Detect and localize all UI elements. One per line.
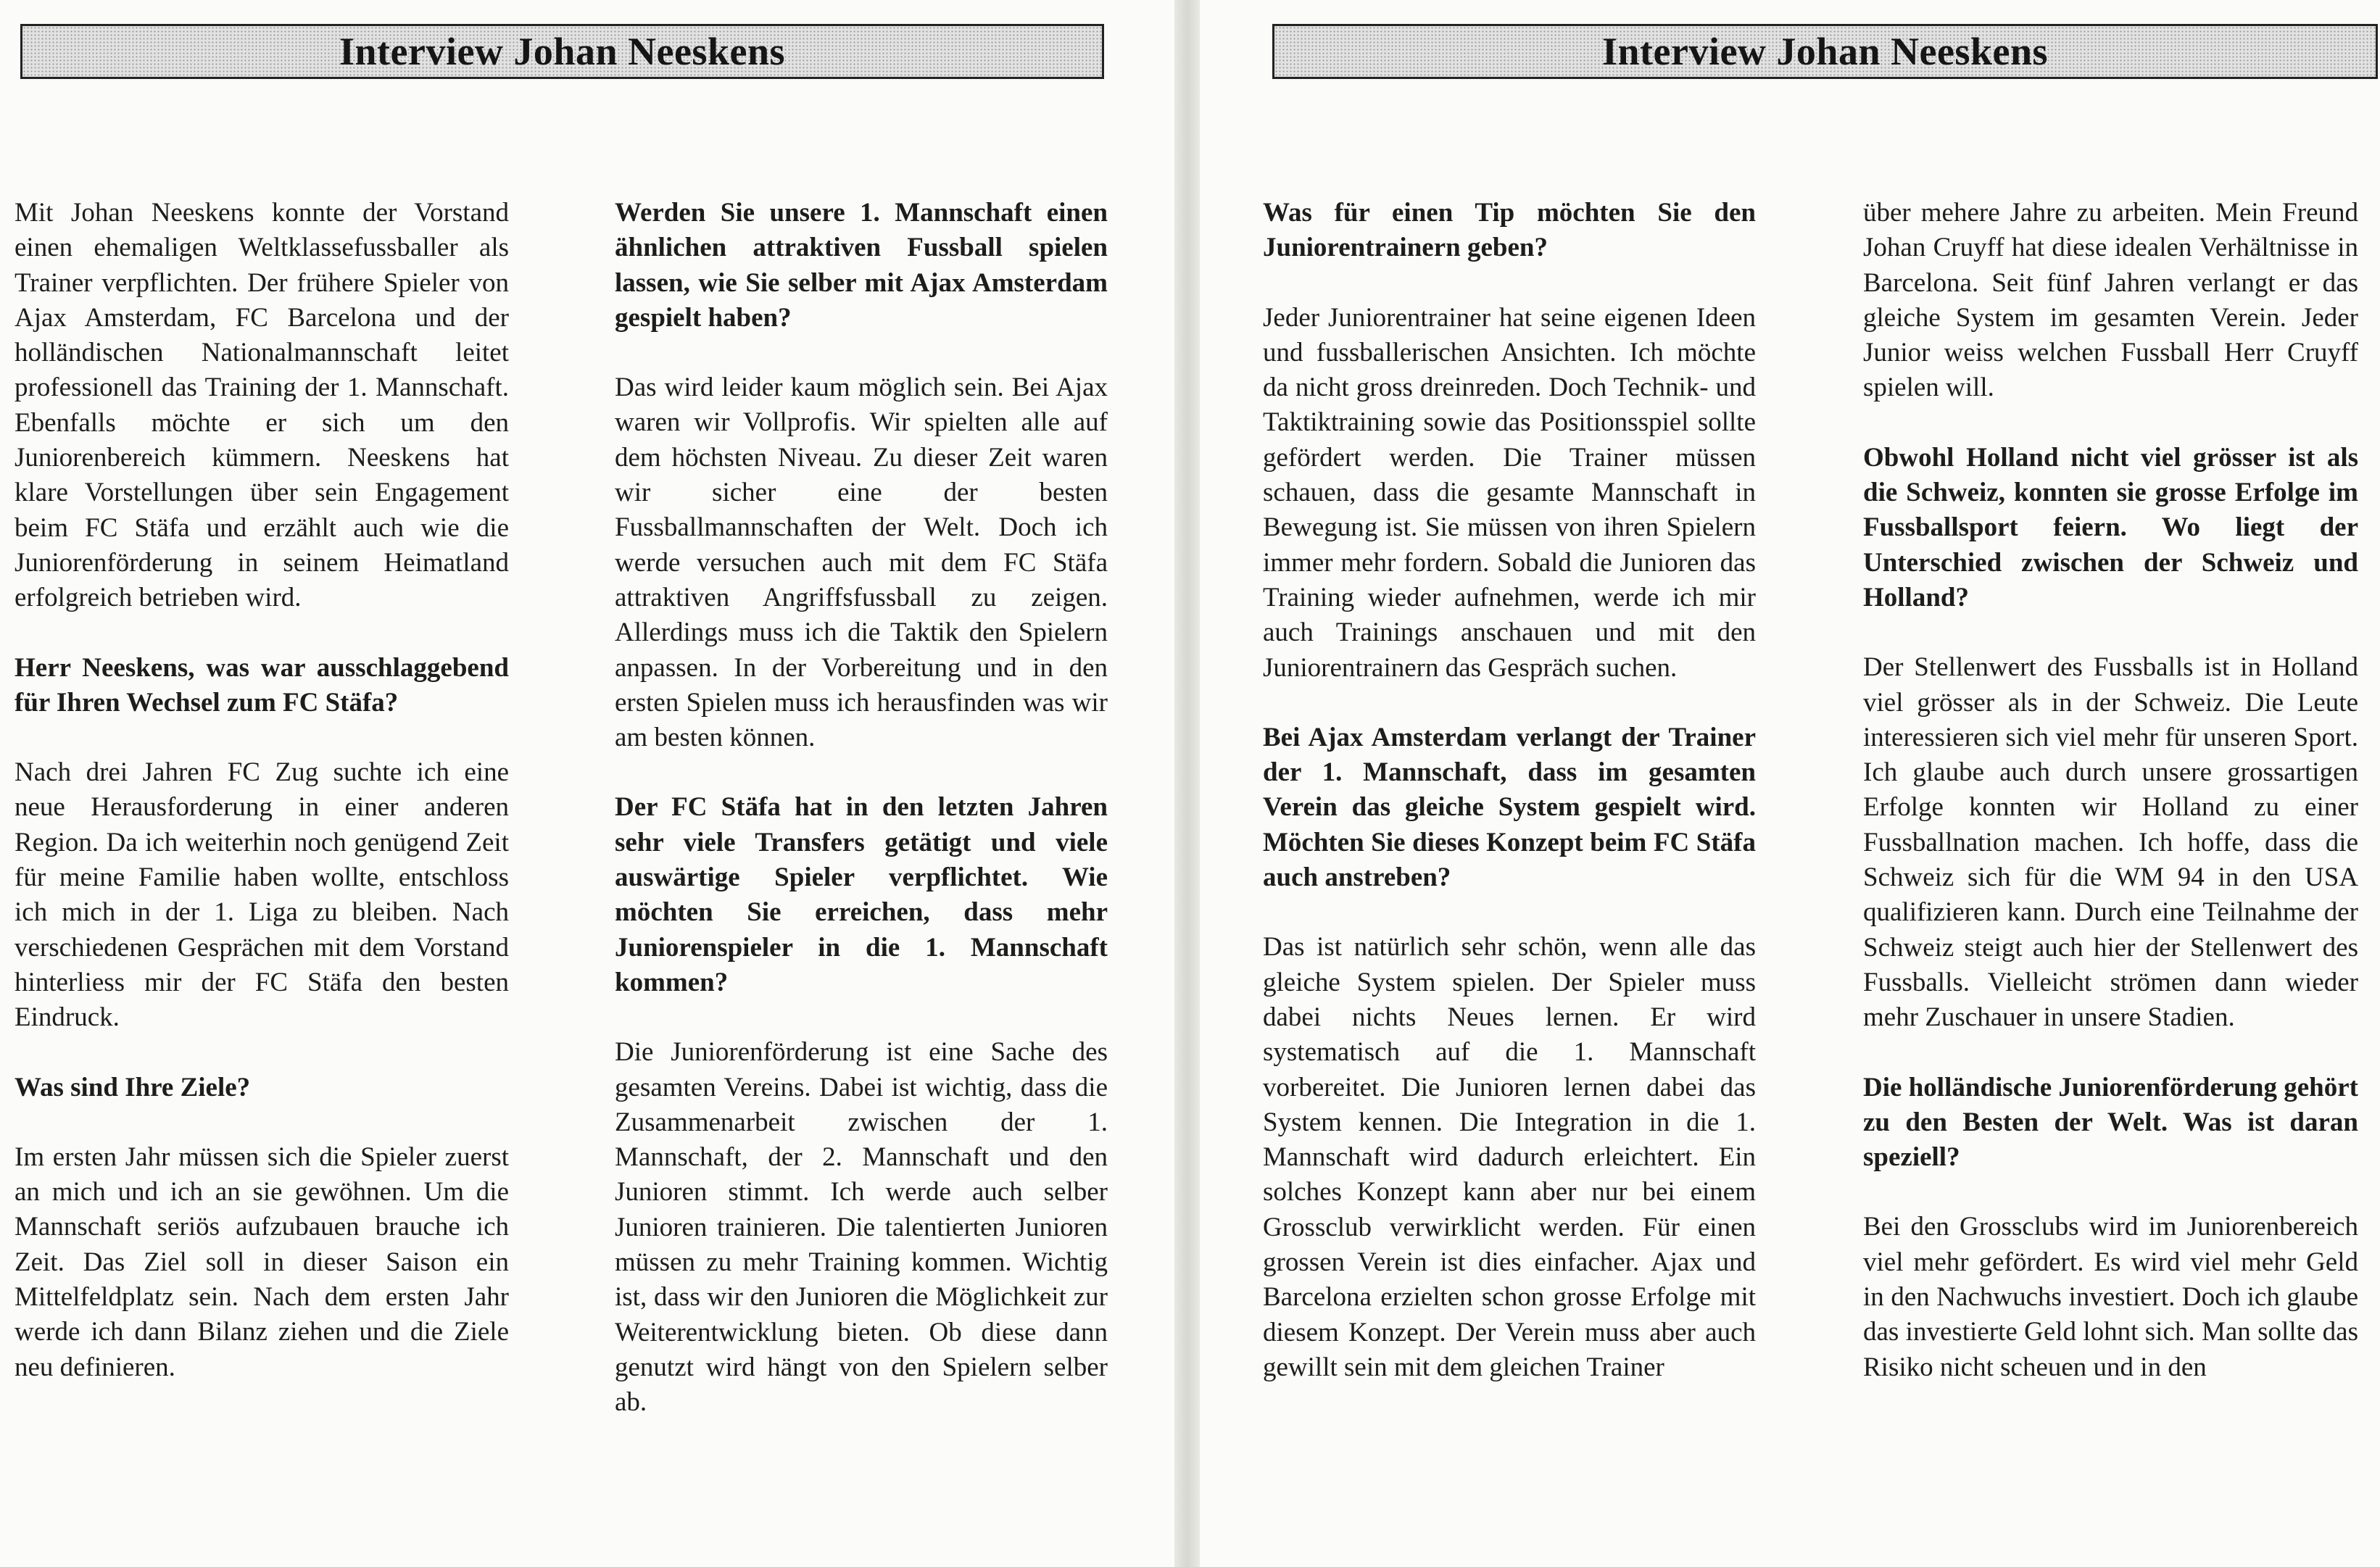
page-header-title: Interview Johan Neeskens bbox=[339, 30, 785, 73]
page-header bbox=[20, 24, 1104, 79]
interview-question: Was für einen Tip möchten Sie den Juniorentrainern geben? bbox=[1263, 198, 1756, 263]
interview-question: Obwohl Holland nicht viel grösser ist als die Schweiz, konnten sie grosse Erfolge im Fussballsport feiern. Wo liegt der Unterschied zwischen der Schweiz und Holland? bbox=[1863, 442, 2358, 612]
interview-question: Herr Neeskens, was war ausschlaggebend für Ihren Wechsel zum FC Stäfa? bbox=[14, 652, 509, 718]
article-column-1 bbox=[14, 196, 509, 1385]
interview-question: Werden Sie unsere 1. Mannschaft einen ähnlichen attraktiven Fussball spielen lassen, wie Sie selber mit Ajax Amsterdam gespielt haben? bbox=[615, 198, 1108, 333]
right-page bbox=[1200, 0, 2380, 1567]
interview-answer: Der Stellenwert des Fussballs ist in Holland viel grösser als in der Schweiz. Die Leute interessieren sich viel mehr für unseren Sport. Ich glaube auch durch unsere grossartigen Erfolge konnten wir Holland zu einer Fussballnation machen. Ich hoffe, dass die Schweiz sich für die WM 94 in den USA qualifizieren kann. Durch eine Teilnahme der Schweiz steigt auch hier der Stellenwert des Fussballs. Vielleicht strömen dann wieder mehr Zuschauer in unsere Stadien. bbox=[1863, 652, 2358, 1033]
interview-answer: Nach drei Jahren FC Zug suchte ich eine neue Herausforderung in einer anderen Region. Da ich weiterhin noch genügend Zeit für meine Familie haben wollte, entschloss ich mich in der 1. Liga zu bleiben. Nach verschiedenen Gesprächen mit dem Vorstand hinterliess mir der FC Stäfa den besten Eindruck. bbox=[14, 757, 509, 1033]
interview-question: Der FC Stäfa hat in den letzten Jahren sehr viele Transfers getätigt und viele auswärtige Spieler verpflichtet. Wie möchten Sie erreichen, dass mehr Juniorenspieler in die 1. Mannschaft kommen? bbox=[615, 792, 1108, 997]
interview-answer: Die Juniorenförderung ist eine Sache des gesamten Vereins. Dabei ist wichtig, dass die Zusammenarbeit zwischen der 1. Mannschaft, der 2. Mannschaft und den Junioren stimmt. Ich werde auch selber Junioren trainieren. Die talentierten Junioren müssen zu mehr Training kommen. Wichtig ist, dass wir den Junioren die Möglichkeit zur Weiterentwicklung bieten. Ob diese dann genutzt wird hängt von den Spielern selber ab. bbox=[615, 1037, 1108, 1418]
interview-answer: Das ist natürlich sehr schön, wenn alle das gleiche System spielen. Der Spieler muss dabei nichts Neues lernen. Er wird systematisch auf die 1. Mannschaft vorbereitet. Die Junioren lernen dabei das System kennen. Die Integration in die 1. Mannschaft wird dadurch erleichtert. Ein solches Konzept kann aber nur bei einem Grossclub verwirklicht werden. Für einen grossen Verein ist dies einfacher. Ajax und Barcelona erzielten schon grosse Erfolge mit diesem Konzept. Der Verein muss aber auch gewillt sein mit dem gleichen Trainer bbox=[1263, 932, 1756, 1382]
interview-question: Was sind Ihre Ziele? bbox=[14, 1072, 251, 1102]
article-column-2 bbox=[615, 196, 1108, 1421]
intro-paragraph: Mit Johan Neeskens konnte der Vorstand einen ehemaligen Weltklassefussballer als Trainer verpflichten. Der frühere Spieler von Ajax Amsterdam, FC Barcelona und der holländischen Nationalmannschaft leitet professionell das Training der 1. Mannschaft. Ebenfalls möchte er sich um den Juniorenbereich kümmern. Neeskens hat klare Vorstellungen über sein Engagement beim FC Stäfa und erzählt auch wie die Juniorenförderung in seinem Heimatland erfolgreich betrieben wird. bbox=[14, 198, 509, 613]
interview-question: Die holländische Juniorenförderung gehört zu den Besten der Welt. Was ist daran speziell? bbox=[1863, 1072, 2358, 1173]
page-header bbox=[1272, 24, 2378, 79]
interview-question: Bei Ajax Amsterdam verlangt der Trainer der 1. Mannschaft, dass im gesamten Verein das gleiche System gespielt wird. Möchten Sie dieses Konzept beim FC Stäfa auch anstreben? bbox=[1263, 722, 1756, 893]
interview-answer: Bei den Grossclubs wird im Juniorenbereich viel mehr gefördert. Es wird viel mehr Geld in den Nachwuchs investiert. Doch ich glaube das investierte Geld lohnt sich. Man sollte das Risiko nicht scheuen und in den bbox=[1863, 1212, 2358, 1382]
left-page bbox=[0, 0, 1174, 1567]
article-column-4 bbox=[1863, 196, 2358, 1385]
interview-answer: Im ersten Jahr müssen sich die Spieler zuerst an mich und ich an sie gewöhnen. Um die Mannschaft seriös aufzubauen brauche ich Zeit. Das Ziel soll in dieser Saison ein Mittelfeldplatz sein. Nach dem ersten Jahr werde ich dann Bilanz ziehen und die Ziele neu definieren. bbox=[14, 1142, 509, 1382]
interview-answer: Jeder Juniorentrainer hat seine eigenen Ideen und fussballerischen Ansichten. Ich möchte da nicht gross dreinreden. Doch Technik- und Taktiktraining sowie das Positionsspiel sollte gefördert werden. Die Trainer müssen schauen, dass die gesamte Mannschaft in Bewegung ist. Sie müssen von ihren Spielern immer mehr fordern. Sobald die Junioren das Training wieder aufnehmen, werde ich mir auch Trainings anschauen und mit den Juniorentrainern das Gespräch suchen. bbox=[1263, 302, 1756, 683]
page-gutter bbox=[1174, 0, 1200, 1567]
article-column-3 bbox=[1263, 196, 1756, 1385]
page-header-title: Interview Johan Neeskens bbox=[1602, 30, 2048, 73]
interview-answer: über mehere Jahre zu arbeiten. Mein Freund Johan Cruyff hat diese idealen Verhältnisse in Barcelona. Seit fünf Jahren verlangt er das gleiche System im gesamten Verein. Jeder Junior weiss welchen Fussball Herr Cruyff spielen will. bbox=[1863, 198, 2358, 403]
interview-answer: Das wird leider kaum möglich sein. Bei Ajax waren wir Vollprofis. Wir spielten alle auf dem höchsten Niveau. Zu dieser Zeit waren wir sicher eine der besten Fussballmannschaften der Welt. Doch ich werde versuchen auch mit dem FC Stäfa attraktiven Angriffsfussball zu zeigen. Allerdings muss ich die Taktik den Spielern anpassen. In der Vorbereitung und in den ersten Spielen muss ich herausfinden was wir am besten können. bbox=[615, 373, 1108, 753]
